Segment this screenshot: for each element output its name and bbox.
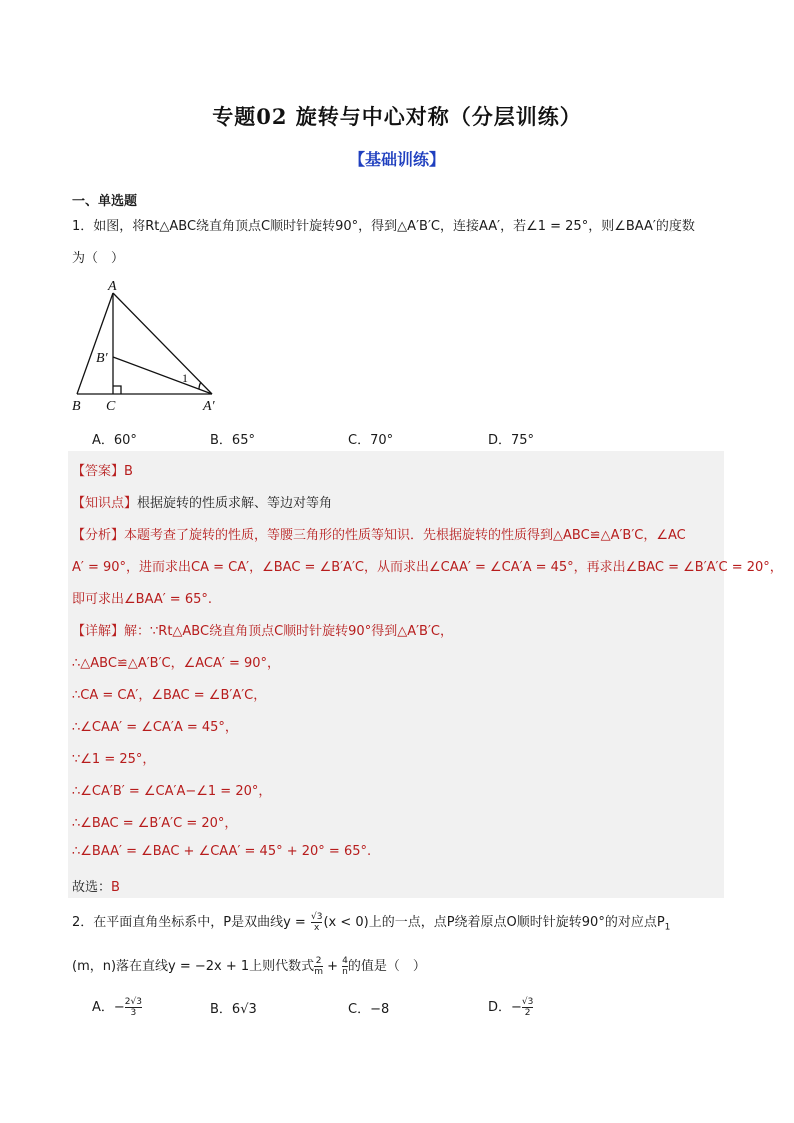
answer-value: B xyxy=(124,464,133,479)
analysis-line-1 xyxy=(72,524,686,543)
choice-value: B xyxy=(111,880,120,895)
label-C: C xyxy=(106,399,116,414)
angle-1-arc xyxy=(199,382,201,389)
q2-text-part: (x < 0)上的一点，点P绕着原点O顺时针旋转90°的对应点P xyxy=(323,915,665,930)
choice-label: 故选： xyxy=(72,880,112,895)
fraction-sqrt3-over-x xyxy=(311,912,322,933)
question-2-text-cont xyxy=(72,955,426,977)
fraction-numerator: 2 xyxy=(315,956,322,966)
knowledge-label: 【知识点】 xyxy=(72,496,138,511)
fraction-numerator: 4 xyxy=(342,956,348,966)
analysis-label: 【分析】 xyxy=(72,528,125,543)
right-angle-mark xyxy=(113,386,121,394)
q2-option-b: B．6√3 xyxy=(210,1002,257,1017)
option-prefix: D．− xyxy=(488,1000,522,1015)
line-BA xyxy=(77,293,113,394)
q2-text-part: 2．在平面直角坐标系中，P是双曲线y = xyxy=(72,915,310,930)
section-heading: 一、单选题 xyxy=(72,194,138,209)
solution-step: ∴CA = CA′，∠BAC = ∠B′A′C， xyxy=(72,688,267,703)
line-B'A' xyxy=(113,357,212,394)
option-fraction xyxy=(125,997,142,1018)
line-AA' xyxy=(113,293,212,394)
detail-line xyxy=(72,620,453,639)
question-1-text: 1．如图，将Rt△ABC绕直角顶点C顺时针旋转90°，得到△A′B′C，连接AA′，若∠1 = 25°，则∠BAA′的度数 xyxy=(72,219,695,234)
q1-option-b: B．65° xyxy=(210,433,255,448)
detail-text: 解：∵Rt△ABC绕直角顶点C顺时针旋转90°得到△A′B′C， xyxy=(124,624,453,639)
fraction-denominator: x xyxy=(314,923,320,933)
triangle-figure xyxy=(64,276,224,416)
choice-line xyxy=(72,876,120,895)
knowledge-text: 根据旋转的性质求解、等边对等角 xyxy=(137,496,333,511)
fraction-denominator: n xyxy=(342,967,348,977)
label-A-prime: A′ xyxy=(203,399,215,414)
fraction-numerator: √3 xyxy=(521,997,534,1007)
question-1-text-cont: 为（ ） xyxy=(72,251,125,266)
label-B-prime: B′ xyxy=(96,351,108,366)
detail-label: 【详解】 xyxy=(72,624,125,639)
answer-line xyxy=(72,460,133,479)
analysis-line-3: 即可求出∠BAA′ = 65°. xyxy=(72,592,213,607)
analysis-text-1: 本题考查了旋转的性质，等腰三角形的性质等知识．先根据旋转的性质得到△ABC≌△A′B′C，∠AC xyxy=(124,528,686,543)
q2-option-c: C．−8 xyxy=(348,1002,390,1017)
q1-option-d: D．75° xyxy=(488,433,535,448)
plus-sign: + xyxy=(322,959,343,974)
page-title: 专题02 旋转与中心对称（分层训练） xyxy=(212,104,582,129)
fraction-2-over-m xyxy=(314,956,323,977)
fraction-numerator: √3 xyxy=(310,912,323,922)
q2-option-a xyxy=(92,996,142,1018)
q1-option-c: C．70° xyxy=(348,433,394,448)
label-A: A xyxy=(108,279,117,294)
fraction-denominator: 3 xyxy=(130,1008,137,1018)
solution-step: ∴∠BAA′ = ∠BAC + ∠CAA′ = 45° + 20° = 65°. xyxy=(72,844,372,859)
option-prefix: A．− xyxy=(92,1000,125,1015)
knowledge-line xyxy=(72,492,332,511)
q2-text-part: 的值是（ ） xyxy=(347,959,426,974)
q2-text-part: (m，n)落在直线y = −2x + 1上则代数式 xyxy=(72,959,315,974)
section-subtitle: 【基础训练】 xyxy=(348,150,445,169)
question-2-text xyxy=(72,911,670,933)
answer-label: 【答案】 xyxy=(72,464,125,479)
fraction-denominator: 2 xyxy=(524,1008,531,1018)
fraction-numerator: 2√3 xyxy=(124,997,142,1007)
subscript-1: 1 xyxy=(664,922,671,933)
label-B: B xyxy=(72,399,81,414)
analysis-line-2: A′ = 90°，进而求出CA = CA′，∠BAC = ∠B′A′C，从而求出∠CAA′ = ∠CA′A = 45°，再求出∠BAC = ∠B′A′C = 20°， xyxy=(72,560,783,575)
solution-step: ∴△ABC≌△A′B′C，∠ACA′ = 90°， xyxy=(72,656,281,671)
q1-option-a: A．60° xyxy=(92,433,137,448)
option-fraction xyxy=(522,997,533,1018)
q2-option-d xyxy=(488,996,533,1018)
solution-step: ∵∠1 = 25°， xyxy=(72,752,156,767)
fraction-denominator: m xyxy=(314,967,323,977)
solution-step: ∴∠CAA′ = ∠CA′A = 45°， xyxy=(72,720,238,735)
solution-step: ∴∠BAC = ∠B′A′C = 20°， xyxy=(72,816,238,831)
label-angle-1: 1 xyxy=(182,371,188,385)
solution-step: ∴∠CA′B′ = ∠CA′A−∠1 = 20°， xyxy=(72,784,272,799)
